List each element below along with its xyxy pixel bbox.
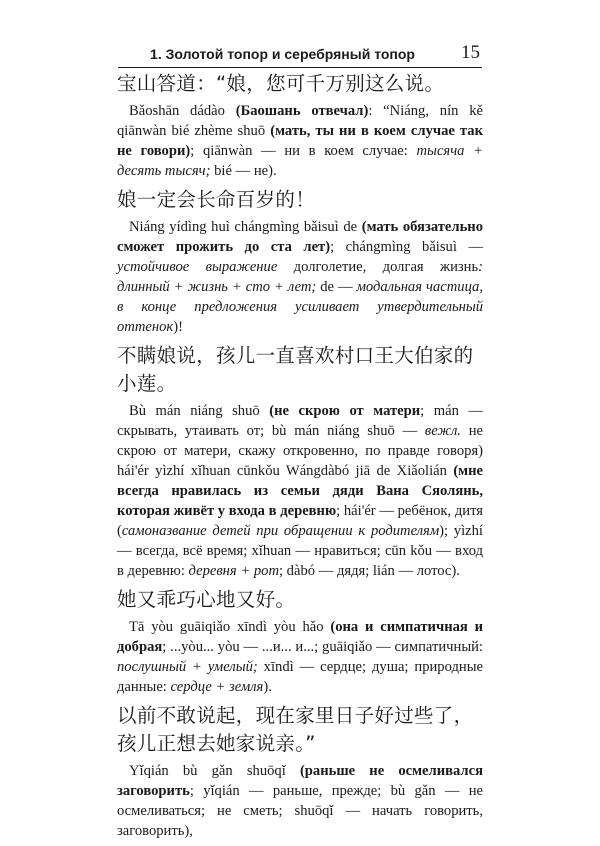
gloss-text: послушный + умелый; xyxy=(117,659,258,675)
gloss-text: вежл. xyxy=(424,423,461,439)
pinyin-text: Yǐqián bù gǎn shuōqǐ xyxy=(129,763,300,779)
transcription-paragraph xyxy=(117,761,483,841)
pinyin-text: не скрою от матери, скажу откровенно, по правде говоря) hái'ér yìzhí xǐhuan cūnkǒu Wángdàbó jiā de Xiǎolián xyxy=(117,423,484,479)
translation-text: (мать, ты ни в коем случае так не говори) xyxy=(117,123,483,159)
pinyin-text: de — xyxy=(316,279,357,295)
pinyin-text: долголетие, долгая жизнь xyxy=(277,259,479,275)
transcription-paragraph xyxy=(117,401,483,581)
pinyin-text: Tā yòu guāiqiǎo xīndì yòu hǎo xyxy=(129,619,331,635)
pinyin-text: bié — не). xyxy=(210,163,277,179)
pinyin-text: )! xyxy=(173,319,183,335)
pinyin-text: ); yìzhí — всегда, всё время; xǐhuan — нравиться; cūn kǒu — вход в деревню: xyxy=(117,523,483,579)
transcription-paragraph xyxy=(117,617,483,697)
chinese-sentence: 宝山答道：“娘，您可千万别这么说。 xyxy=(117,72,445,95)
pinyin-text: ; hái'ér — ребёнок, дитя ( xyxy=(117,503,483,539)
pinyin-text: ). xyxy=(263,679,272,695)
pinyin-text: ; dàbó — дядя; lián — лотос). xyxy=(278,563,460,579)
pinyin-text: ; ...yòu... yòu — ...и... и...; guāiqiǎo — симпатичный: xyxy=(162,639,483,655)
pinyin-text: ; yǐqián — раньше, прежде; bù gǎn — не осмеливаться; не сметь; shuōqǐ — начать говорить, заговорить), xyxy=(117,783,483,839)
pinyin-text: : “Niáng, nín kě qiānwàn bié zhème shuō xyxy=(117,103,483,139)
pinyin-text: ; chángmìng bǎisuì — xyxy=(330,239,483,255)
pinyin-text: Bǎoshān dádào xyxy=(129,103,236,119)
pinyin-text: Bù mán niáng shuō xyxy=(129,403,270,419)
chinese-sentence: 以前不敢说起，现在家里日子好过些了，孩儿正想去她家说亲。” xyxy=(117,704,474,755)
pinyin-text: ; mán — скрывать, утаивать от; bù mán niáng shuō — xyxy=(117,403,483,439)
header-rule xyxy=(118,67,482,68)
pinyin-text: ; qiānwàn — ни в коем случае: xyxy=(190,143,417,159)
chinese-sentence: 娘一定会长命百岁的！ xyxy=(117,188,316,211)
running-head-title: 1. Золотой топор и серебряный топор xyxy=(150,46,415,62)
translation-text: (она и симпатичная и добрая xyxy=(117,619,484,655)
gloss-text: деревня + рот xyxy=(188,563,279,579)
page-header xyxy=(0,40,600,68)
gloss-text: устойчивое выражение xyxy=(117,259,278,275)
pinyin-text: Niáng yídìng huì chángmìng bǎisuì de xyxy=(129,219,362,235)
gloss-text: тысяча + десять тысяч; xyxy=(117,143,483,179)
transcription-paragraph xyxy=(117,101,483,181)
translation-text: (мать обязательно сможет прожить до ста лет) xyxy=(117,219,483,255)
translation-text: (мне всегда нравилась из семьи дяди Вана Сяолянь, которая живёт у входа в деревню xyxy=(117,463,483,519)
gloss-text: : длинный + жизнь + сто + лет; xyxy=(117,259,483,295)
chinese-sentence: 不瞒娘说，孩儿一直喜欢村口王大伯家的小莲。 xyxy=(117,344,474,395)
page-body xyxy=(117,70,483,846)
chinese-sentence: 她又乖巧心地又好。 xyxy=(117,588,296,611)
gloss-text: самоназвание детей при обращении к родителям xyxy=(121,523,440,539)
page-number: 15 xyxy=(461,42,480,63)
translation-text: (Баошань отвечал) xyxy=(235,103,369,119)
transcription-paragraph xyxy=(117,217,483,337)
gloss-text: модальная частица, в конце предложения усиливает утвердительный оттенок xyxy=(117,279,483,335)
translation-text: (не скрою от матери xyxy=(269,403,421,419)
translation-text: (раньше не осмеливался заговорить xyxy=(117,763,483,799)
pinyin-text: xīndì — сердце; душа; природные данные: xyxy=(117,659,483,695)
gloss-text: сердце + земля xyxy=(170,679,264,695)
